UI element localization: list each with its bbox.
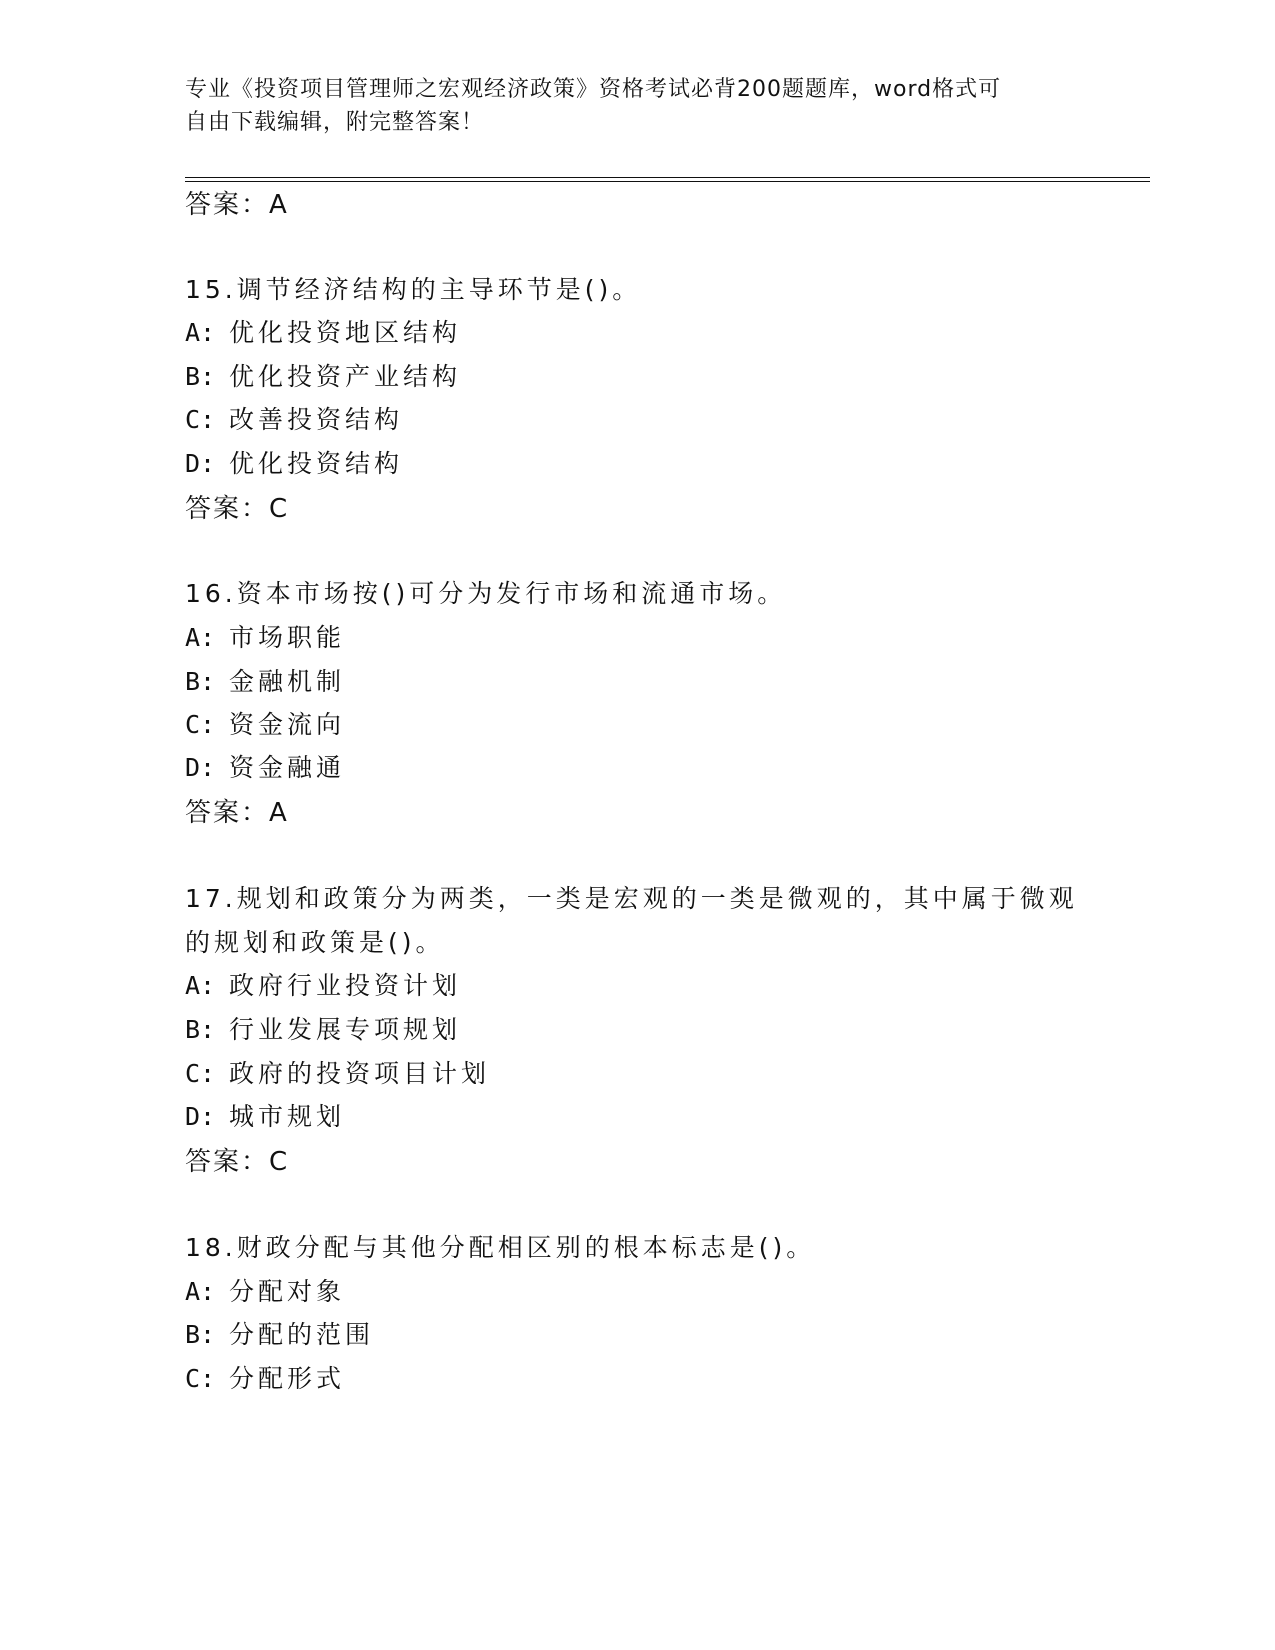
option-letter: C:: [185, 1059, 216, 1088]
option-letter: B:: [185, 362, 216, 391]
question-15-option-a: [185, 317, 461, 349]
question-18-option-b: [185, 1319, 374, 1351]
question-17-stem-line-2: 的规划和政策是()。: [185, 928, 445, 957]
header-line-1: 专业《投资项目管理师之宏观经济政策》资格考试必背200题题库，word格式可: [185, 77, 1002, 102]
question-18-option-c: [185, 1363, 345, 1395]
option-letter: B:: [185, 1015, 216, 1044]
question-15-option-b: [185, 361, 461, 393]
question-16-option-c: [185, 709, 345, 741]
question-16-answer: 答案：A: [185, 798, 289, 828]
option-text: 优化投资结构: [229, 449, 404, 478]
option-text: 市场职能: [229, 623, 346, 652]
header-divider-bottom: [185, 181, 1150, 182]
header-line-2: 自由下载编辑，附完整答案！: [185, 110, 485, 135]
question-17-option-c: [185, 1058, 490, 1090]
question-17-answer: 答案：C: [185, 1147, 290, 1177]
option-letter: C:: [185, 405, 216, 434]
question-18-option-a: [185, 1276, 345, 1308]
question-15-answer: 答案：C: [185, 494, 290, 524]
option-text: 分配形式: [229, 1364, 346, 1393]
option-letter: A:: [185, 1277, 216, 1306]
previous-answer: 答案：A: [185, 190, 289, 220]
question-16-option-d: [185, 752, 345, 784]
option-text: 优化投资产业结构: [229, 362, 462, 391]
option-letter: B:: [185, 1320, 216, 1349]
option-text: 金融机制: [229, 667, 346, 696]
option-letter: B:: [185, 667, 216, 696]
option-letter: A:: [185, 318, 216, 347]
option-letter: A:: [185, 623, 216, 652]
question-17-option-d: [185, 1101, 345, 1133]
question-18-stem: 18.财政分配与其他分配相区别的根本标志是()。: [185, 1233, 816, 1262]
question-15-stem: 15.调节经济结构的主导环节是()。: [185, 275, 642, 304]
option-letter: C:: [185, 1364, 216, 1393]
option-text: 资金融通: [229, 753, 346, 782]
option-text: 优化投资地区结构: [229, 318, 462, 347]
option-letter: C:: [185, 710, 216, 739]
question-16-option-b: [185, 666, 345, 698]
question-16-stem: 16.资本市场按()可分为发行市场和流通市场。: [185, 579, 787, 608]
option-text: 分配的范围: [229, 1320, 375, 1349]
question-17-option-b: [185, 1014, 461, 1046]
question-16-option-a: [185, 622, 345, 654]
option-text: 分配对象: [229, 1277, 346, 1306]
option-text: 资金流向: [229, 710, 346, 739]
question-15-option-d: [185, 448, 403, 480]
option-text: 政府的投资项目计划: [229, 1059, 491, 1088]
option-text: 改善投资结构: [229, 405, 404, 434]
header-divider-top: [185, 177, 1150, 178]
option-letter: D:: [185, 1102, 216, 1131]
question-17-stem-line-1: 17.规划和政策分为两类，一类是宏观的一类是微观的，其中属于微观: [185, 884, 1078, 913]
option-text: 行业发展专项规划: [229, 1015, 462, 1044]
question-17-option-a: [185, 970, 461, 1002]
option-text: 政府行业投资计划: [229, 971, 462, 1000]
option-text: 城市规划: [229, 1102, 346, 1131]
document-header: [185, 73, 1065, 139]
option-letter: D:: [185, 449, 216, 478]
question-15-option-c: [185, 404, 403, 436]
option-letter: D:: [185, 753, 216, 782]
option-letter: A:: [185, 971, 216, 1000]
